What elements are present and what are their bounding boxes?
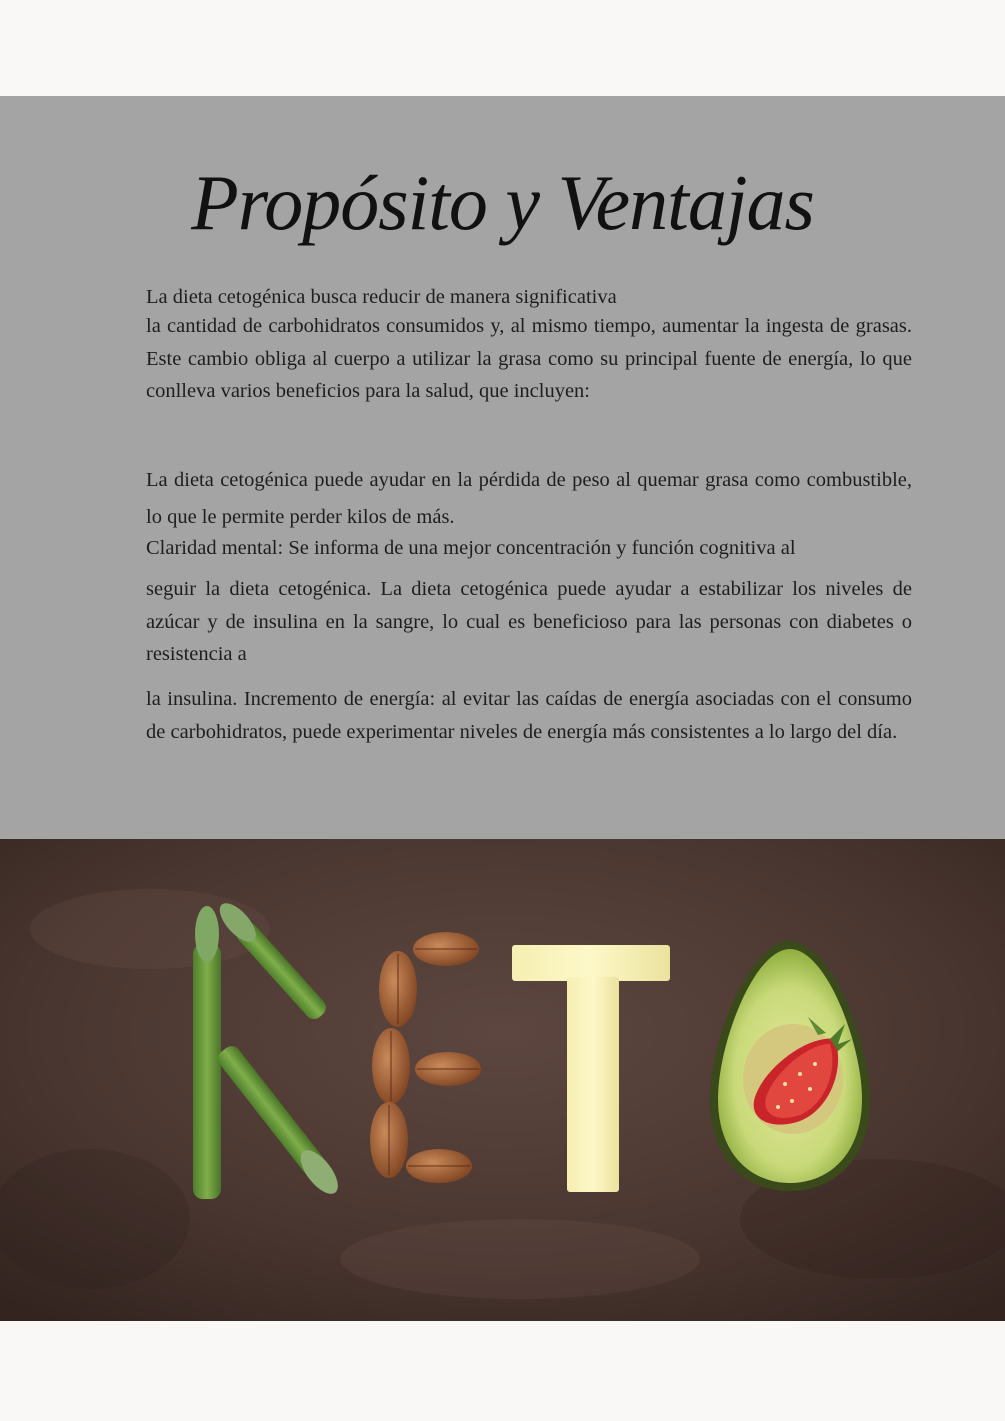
benefit-mental-clarity-first-line: Claridad mental: Se informa de una mejor concentración y función cognitiva al (146, 537, 796, 559)
intro-first-line: La dieta cetogénica busca reducir de manera significativa (146, 286, 617, 308)
keto-food-photo (0, 839, 1005, 1321)
benefit-energy: la insulina. Incremento de energía: al evitar las caídas de energía asociadas con el consumo de carbohidratos, puede experimentar niveles de energía más consistentes a lo largo del día. (146, 688, 912, 743)
page-title: Propósito y Ventajas (191, 159, 814, 246)
benefit-mental-clarity: seguir la dieta cetogénica. La dieta cetogénica puede ayudar a estabilizar los niveles de azúcar y de insulina en la sangre, lo cual es beneficioso para las personas con diabetes o resistencia a (146, 578, 912, 665)
benefit-weight-loss: La dieta cetogénica puede ayudar en la pérdida de peso al quemar grasa como combustible, lo que le permite perder kilos de más. (146, 469, 912, 528)
intro-paragraph: la cantidad de carbohidratos consumidos y, al mismo tiempo, aumentar la ingesta de grasas. Este cambio obliga al cuerpo a utilizar la grasa como su principal fuente de energía, lo que conlleva varios beneficios para la salud, que incluyen: (146, 315, 912, 402)
